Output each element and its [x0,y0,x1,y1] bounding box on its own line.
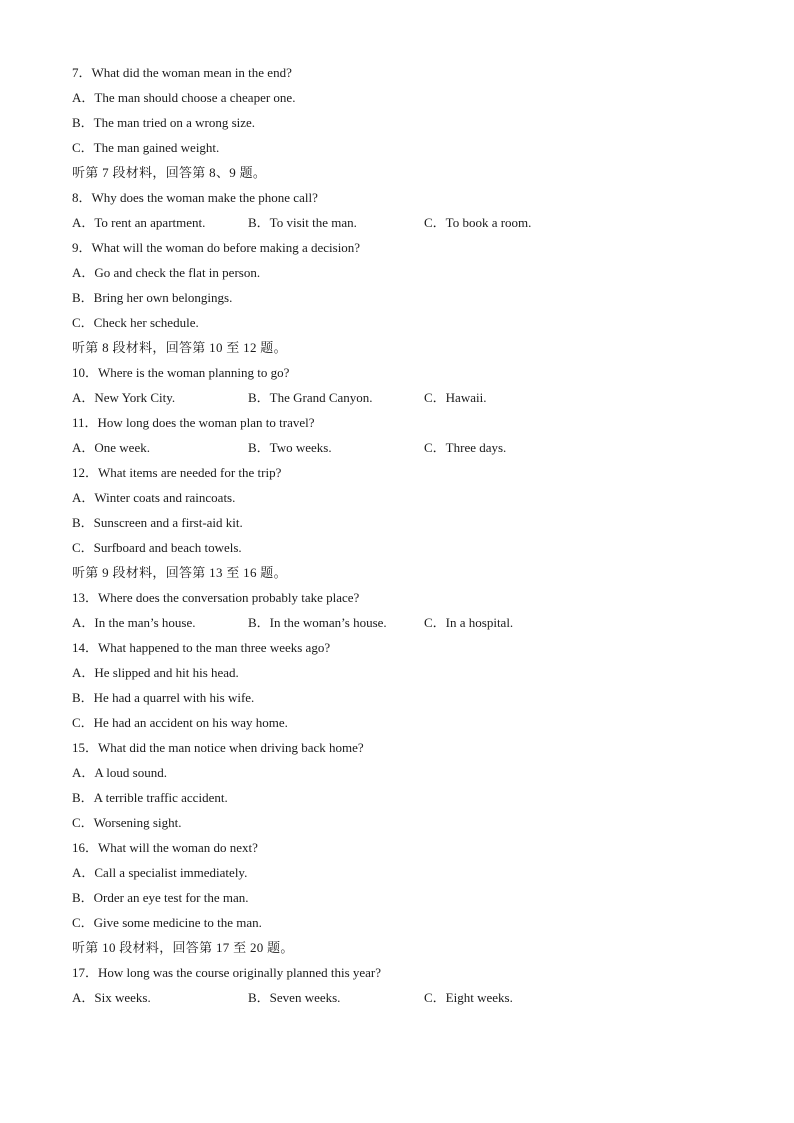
section-instruction: 听第 8 段材料，回答第 10 至 12 题。 [72,340,287,355]
question-text: 9．What will the woman do before making a decision? [72,240,361,255]
option-text: B．He had a quarrel with his wife. [72,690,255,705]
question-text: 14．What happened to the man three weeks ago? [72,640,331,655]
option-row [72,388,752,413]
option-text: B．Bring her own belongings. [72,290,233,305]
question-text: 7．What did the woman mean in the end? [72,65,292,80]
option-row [72,613,752,638]
option-text: C．He had an accident on his way home. [72,715,288,730]
question-text: 15．What did the man notice when driving back home? [72,740,364,755]
option-c: C．Eight weeks. [424,990,513,1005]
option-text: C．Worsening sight. [72,815,182,830]
section-instruction: 听第 7 段材料，回答第 8、9 题。 [72,165,267,180]
option-row [72,988,752,1013]
option-a: A．In the man’s house. [72,615,196,630]
question-text: 11．How long does the woman plan to travel? [72,415,315,430]
option-c: C．Hawaii. [424,390,487,405]
option-c: C．In a hospital. [424,615,514,630]
exam-page [72,63,752,1013]
option-a: A．Six weeks. [72,990,151,1005]
option-c: C．Three days. [424,440,507,455]
question-text: 17．How long was the course originally planned this year? [72,965,382,980]
option-b: B．The Grand Canyon. [248,390,373,405]
option-text: C．Give some medicine to the man. [72,915,262,930]
option-text: A．The man should choose a cheaper one. [72,90,296,105]
option-a: A．To rent an apartment. [72,215,206,230]
option-text: C．Surfboard and beach towels. [72,540,242,555]
option-text: B．Order an eye test for the man. [72,890,249,905]
option-text: A．Go and check the flat in person. [72,265,261,280]
option-text: B．A terrible traffic accident. [72,790,228,805]
option-row [72,438,752,463]
question-text: 13．Where does the conversation probably take place? [72,590,360,605]
section-instruction: 听第 10 段材料，回答第 17 至 20 题。 [72,940,294,955]
option-b: B．To visit the man. [248,215,357,230]
option-text: A．Call a specialist immediately. [72,865,248,880]
option-text: B．Sunscreen and a first-aid kit. [72,515,243,530]
question-text: 12．What items are needed for the trip? [72,465,282,480]
question-text: 8．Why does the woman make the phone call? [72,190,318,205]
option-b: B．Two weeks. [248,440,332,455]
option-text: C．The man gained weight. [72,140,220,155]
option-b: B．In the woman’s house. [248,615,387,630]
option-text: A．A loud sound. [72,765,167,780]
option-a: A．New York City. [72,390,176,405]
option-text: C．Check her schedule. [72,315,199,330]
option-b: B．Seven weeks. [248,990,341,1005]
option-text: B．The man tried on a wrong size. [72,115,256,130]
question-text: 16．What will the woman do next? [72,840,258,855]
option-text: A．Winter coats and raincoats. [72,490,236,505]
section-instruction: 听第 9 段材料，回答第 13 至 16 题。 [72,565,287,580]
question-text: 10．Where is the woman planning to go? [72,365,290,380]
option-c: C．To book a room. [424,215,532,230]
option-text: A．He slipped and hit his head. [72,665,239,680]
option-row [72,213,752,238]
option-a: A．One week. [72,440,150,455]
